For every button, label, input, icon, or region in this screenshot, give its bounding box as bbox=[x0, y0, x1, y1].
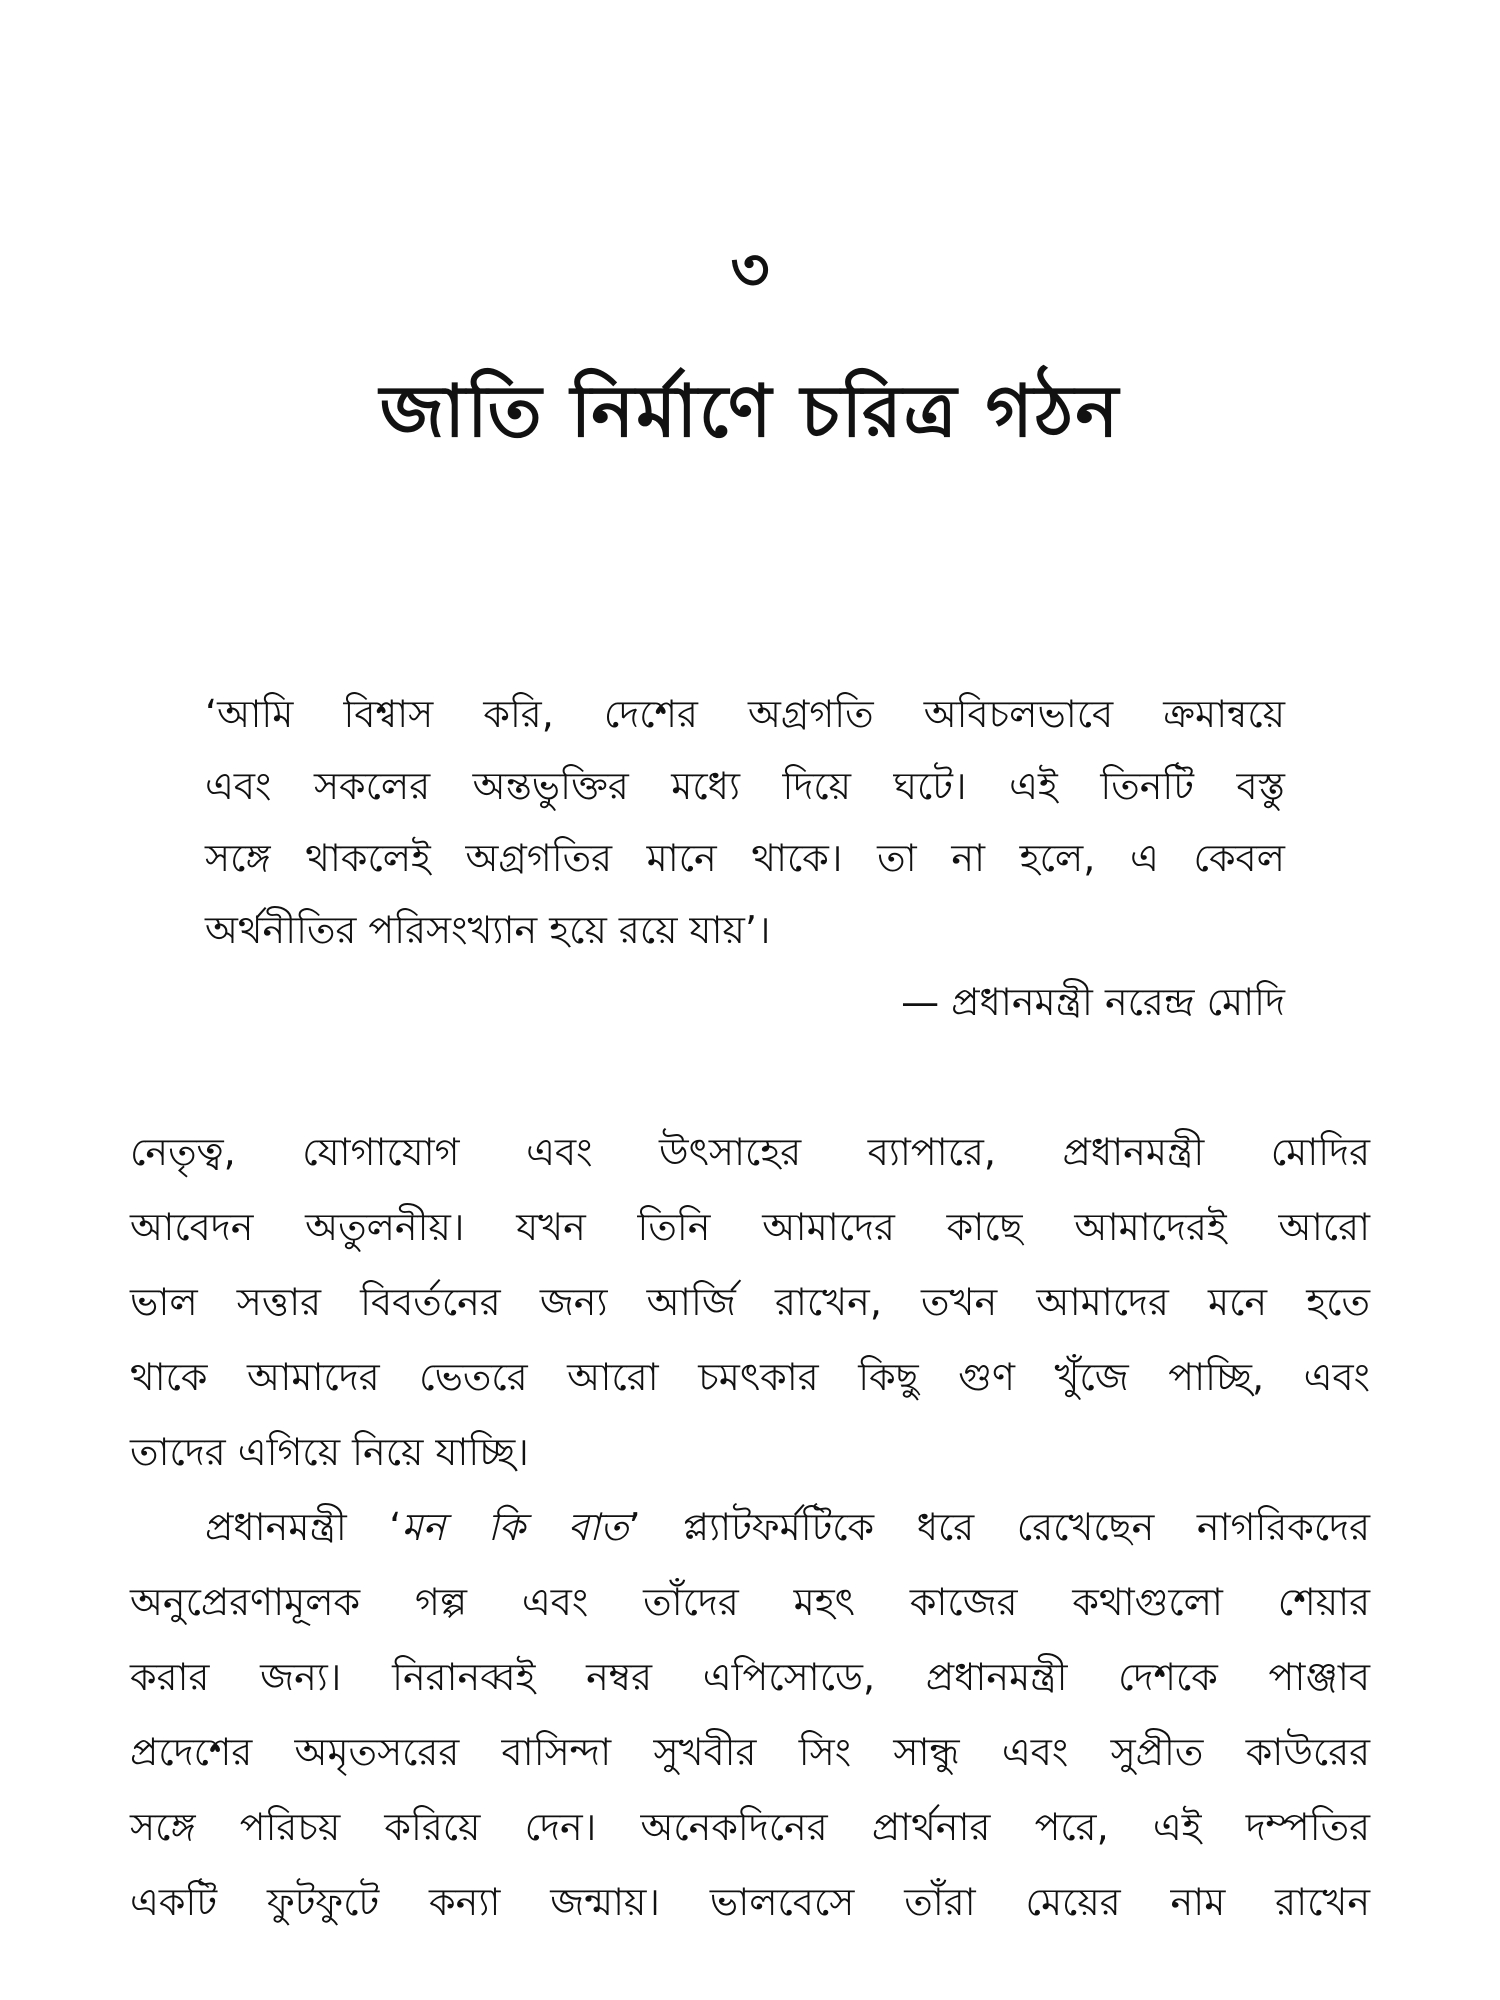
epigraph-line: সঙ্গে থাকলেই অগ্রগতির মানে থাকে। তা না হলে, এ কেবল bbox=[205, 836, 1285, 880]
epigraph-attribution: — প্রধানমন্ত্রী নরেন্দ্র মোদি bbox=[901, 980, 1285, 1024]
paragraph-line: ভাল সত্তার বিবর্তনের জন্য আর্জি রাখেন, তখন আমাদের মনে হতে bbox=[130, 1280, 1370, 1324]
paragraph-line: একটি ফুটফুটে কন্যা জন্মায়। ভালবেসে তাঁরা মেয়ের নাম রাখেন bbox=[130, 1880, 1370, 1924]
program-name-italic: মন কি বাত bbox=[401, 1505, 629, 1549]
body-text bbox=[130, 1128, 1370, 1953]
paragraph-line: সঙ্গে পরিচয় করিয়ে দেন। অনেকদিনের প্রার্থনার পরে, এই দম্পতির bbox=[130, 1805, 1370, 1849]
paragraph-line: অনুপ্রেরণামূলক গল্প এবং তাঁদের মহৎ কাজের কথাগুলো শেয়ার bbox=[130, 1580, 1370, 1624]
epigraph-line: অর্থনীতির পরিসংখ্যান হয়ে রয়ে যায়’। bbox=[205, 908, 771, 952]
epigraph-quote bbox=[205, 690, 1285, 1050]
paragraph-1 bbox=[130, 1128, 1370, 1503]
chapter-number: ৩ bbox=[730, 235, 770, 305]
paragraph-line: নেতৃত্ব, যোগাযোগ এবং উৎসাহের ব্যাপারে, প্রধানমন্ত্রী মোদির bbox=[130, 1130, 1370, 1174]
paragraph-line: থাকে আমাদের ভেতরে আরো চমৎকার কিছু গুণ খুঁজে পাচ্ছি, এবং bbox=[130, 1355, 1370, 1399]
epigraph-line: ‘আমি বিশ্বাস করি, দেশের অগ্রগতি অবিচলভাবে ক্রমান্বয়ে bbox=[205, 692, 1285, 736]
paragraph-line: প্রদেশের অমৃতসরের বাসিন্দা সুখবীর সিং সান্ধু এবং সুপ্রীত কাউরের bbox=[130, 1730, 1370, 1774]
paragraph-first-line bbox=[130, 1503, 1370, 1578]
paragraph-line: করার জন্য। নিরানব্বই নম্বর এপিসোডে, প্রধানমন্ত্রী দেশকে পাঞ্জাব bbox=[130, 1655, 1370, 1699]
paragraph-2 bbox=[130, 1503, 1370, 1953]
epigraph-line: এবং সকলের অন্তভুক্তির মধ্যে দিয়ে ঘটে। এই তিনটি বস্তু bbox=[205, 764, 1285, 808]
text-segment: প্রধানমন্ত্রী ‘ bbox=[205, 1505, 402, 1549]
paragraph-line: আবেদন অতুলনীয়। যখন তিনি আমাদের কাছে আমাদেরই আরো bbox=[130, 1205, 1370, 1249]
text-segment: ’ প্ল্যাটফর্মটিকে ধরে রেখেছেন নাগরিকদের bbox=[628, 1505, 1370, 1549]
paragraph-line: তাদের এগিয়ে নিয়ে যাচ্ছি। bbox=[130, 1430, 529, 1474]
chapter-title: জাতি নির্মাণে চরিত্র গঠন bbox=[379, 369, 1121, 453]
